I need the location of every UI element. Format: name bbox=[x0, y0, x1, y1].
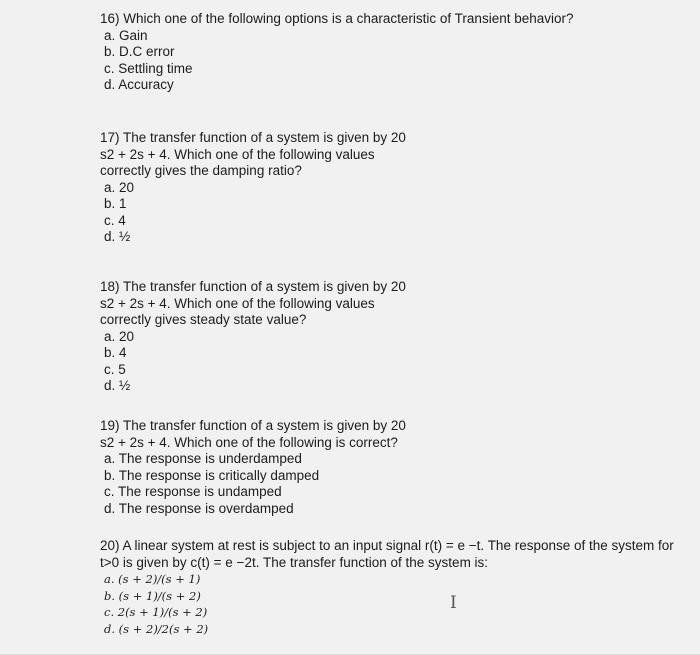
question-17-text-line-3: correctly gives the damping ratio? bbox=[100, 163, 302, 178]
question-17-text-line-2: s2 + 2s + 4. Which one of the following values bbox=[100, 146, 375, 162]
question-19-option-c[interactable]: c. The response is undamped bbox=[104, 484, 282, 499]
question-18-option-a[interactable]: a. 20 bbox=[104, 328, 135, 344]
question-18-option-c[interactable]: c. 5 bbox=[104, 361, 126, 377]
question-17-option-a[interactable]: a. 20 bbox=[104, 179, 135, 195]
question-16-option-a[interactable]: a. Gain bbox=[104, 27, 148, 43]
question-19-text-line-1: 19) The transfer function of a system is given by 20 bbox=[100, 418, 406, 433]
question-19-option-d[interactable]: d. The response is overdamped bbox=[104, 500, 294, 516]
question-18-option-d[interactable]: d. ½ bbox=[104, 378, 131, 393]
question-18-text-line-1: 18) The transfer function of a system is given by 20 bbox=[100, 279, 406, 294]
question-20-option-a[interactable]: a. (s + 2)/(s + 1) bbox=[104, 572, 201, 586]
question-20 bbox=[100, 538, 674, 637]
question-18-option-b[interactable]: b. 4 bbox=[104, 345, 127, 360]
question-18-text-line-3: correctly gives steady state value? bbox=[100, 312, 307, 327]
question-16 bbox=[100, 11, 574, 94]
question-17-text-line-1: 17) The transfer function of a system is given by 20 bbox=[100, 130, 406, 145]
question-20-text-line-2: t>0 is given by c(t) = e −2t. The transfer function of the system is: bbox=[100, 554, 489, 570]
question-18 bbox=[100, 279, 406, 395]
question-17-option-c[interactable]: c. 4 bbox=[104, 212, 126, 228]
question-20-option-b[interactable]: b. (s + 1)/(s + 2) bbox=[104, 588, 201, 603]
question-20-text-line-1: 20) A linear system at rest is subject to an input signal r(t) = e −t. The response of the system for bbox=[100, 538, 674, 553]
question-16-text: 16) Which one of the following options is a characteristic of Transient behavior? bbox=[100, 11, 574, 26]
question-17-option-b[interactable]: b. 1 bbox=[104, 196, 127, 211]
question-19-text-line-2: s2 + 2s + 4. Which one of the following is correct? bbox=[100, 434, 398, 450]
question-16-option-c[interactable]: c. Settling time bbox=[104, 60, 193, 76]
text-cursor-icon: I bbox=[450, 593, 457, 613]
question-17 bbox=[100, 130, 406, 246]
question-20-option-c[interactable]: c. 2(s + 1)/(s + 2) bbox=[104, 605, 208, 619]
question-19-option-a[interactable]: a. The response is underdamped bbox=[104, 451, 302, 466]
question-16-option-b[interactable]: b. D.C error bbox=[104, 44, 175, 59]
question-16-option-d[interactable]: d. Accuracy bbox=[104, 77, 174, 92]
question-20-option-d[interactable]: d. (s + 2)/2(s + 2) bbox=[104, 621, 209, 636]
question-18-text-line-2: s2 + 2s + 4. Which one of the following values bbox=[100, 295, 375, 311]
question-19 bbox=[100, 418, 406, 517]
question-17-option-d[interactable]: d. ½ bbox=[104, 229, 131, 244]
question-19-option-b[interactable]: b. The response is critically damped bbox=[104, 467, 320, 483]
